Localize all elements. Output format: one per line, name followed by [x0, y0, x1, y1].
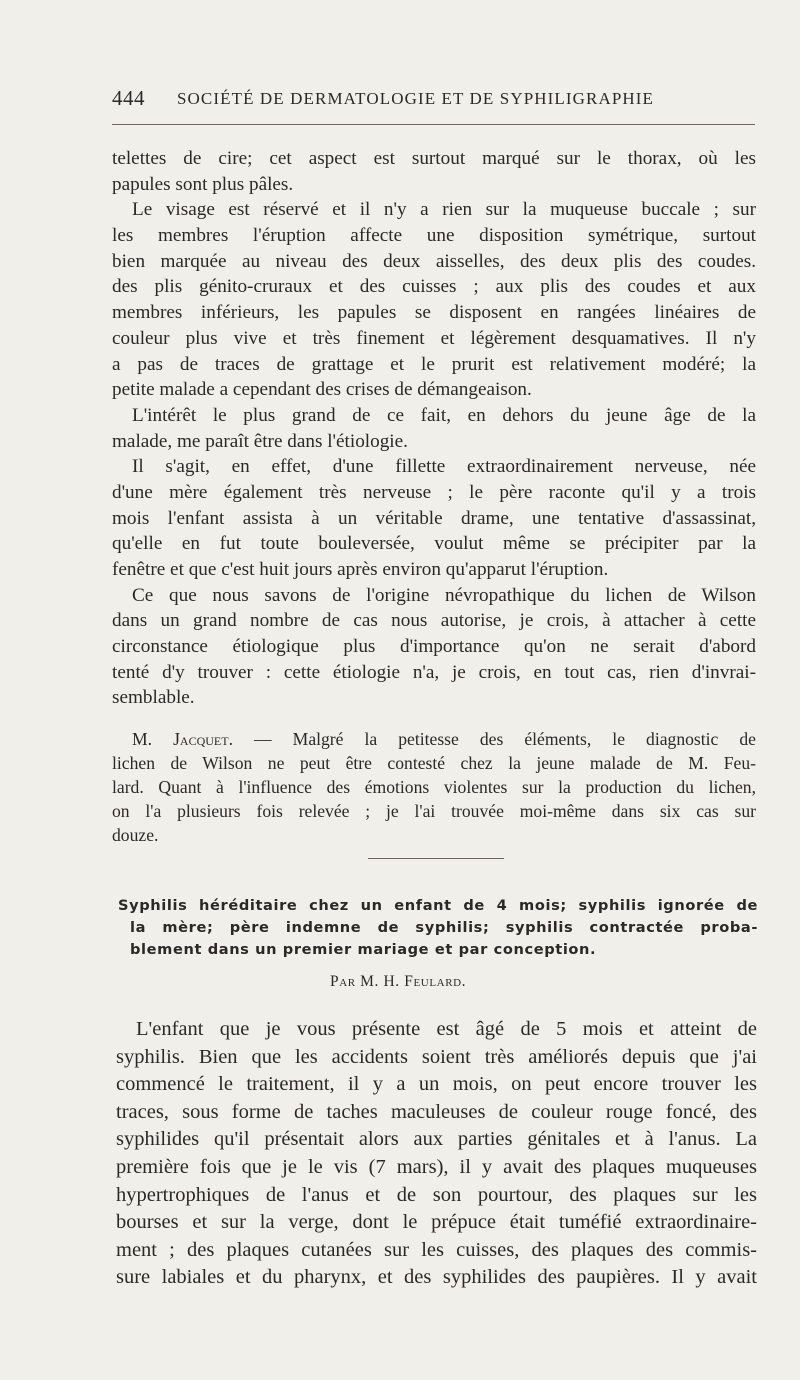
title-line: Syphilis héréditaire chez un enfant de 4 mois; syphilis ignorée de [118, 897, 758, 914]
title-line: la mère; père indemne de syphilis; syphilis contractée proba- [130, 919, 758, 936]
text-line: L'intérêt le plus grand de ce fait, en dehors du jeune âge de la [132, 404, 756, 426]
page-header [112, 86, 757, 116]
text-line: semblable. [112, 687, 195, 709]
text-line: lard. Quant à l'influence des émotions violentes sur la production du lichen, [112, 776, 756, 797]
text-line: bien marquée au niveau des deux aisselles, des deux plis des coudes. [112, 250, 756, 272]
text-line: sure labiales et du pharynx, et des syphilides des paupières. Il y avait [116, 1266, 757, 1289]
text-line: les membres l'éruption affecte une disposition symétrique, surtout [112, 225, 756, 247]
text-line: hypertrophiques de l'anus et de son pourtour, des plaques sur les [116, 1183, 757, 1206]
text-line: L'enfant que je vous présente est âgé de 5 mois et atteint de [136, 1018, 757, 1040]
text-line: papules sont plus pâles. [112, 173, 294, 195]
text-line: on l'a plusieurs fois relevée ; je l'ai trouvée moi-même dans six cas sur [112, 800, 756, 821]
text-line: telettes de cire; cet aspect est surtout marqué sur le thorax, où les [112, 148, 756, 169]
text-line: malade, me paraît être dans l'étiologie. [112, 430, 408, 452]
running-title: SOCIÉTÉ DE DERMATOLOGIE ET DE SYPHILIGRAPHIE [177, 89, 655, 108]
text-line: commencé le traitement, il y a un mois, on peut encore trouver les [116, 1073, 757, 1096]
text-line: Ce que nous savons de l'origine névropathique du lichen de Wilson [132, 584, 756, 606]
text-line: syphilis. Bien que les accidents soient très améliorés depuis que j'ai [116, 1045, 757, 1068]
section-separator [368, 858, 504, 859]
text-line: première fois que je le vis (7 mars), il y avait des plaques muqueuses [116, 1155, 757, 1178]
text-line: petite malade a cependant des crises de démangeaison. [112, 379, 532, 401]
text-line: syphilides qu'il présentait alors aux parties génitales et à l'anus. La [116, 1128, 757, 1151]
text-line: circonstance étiologique plus d'importance qu'on ne serait d'abord [112, 636, 756, 658]
text-line: lichen de Wilson ne peut être contesté chez la jeune malade de M. Feu- [112, 752, 756, 773]
text-line: d'une mère également très nerveuse ; le père raconte qu'il y a trois [112, 481, 756, 503]
text-line: ment ; des plaques cutanées sur les cuisses, des plaques des commis- [116, 1238, 757, 1261]
text-line [112, 728, 756, 752]
text-line: mois l'enfant assista à un véritable drame, une tentative d'assassinat, [112, 507, 756, 529]
text-line: bourses et sur la verge, dont le prépuce était tuméfié extraordinaire- [116, 1211, 757, 1234]
text-line: traces, sous forme de taches maculeuses de couleur rouge foncé, des [116, 1100, 757, 1123]
text-line: a pas de traces de grattage et le prurit est relativement modéré; la [112, 353, 756, 375]
case-text [112, 146, 756, 711]
text-line: membres inférieurs, les papules se disposent en rangées linéaires de [112, 302, 756, 324]
em-dash: — [254, 729, 272, 749]
header-rule [112, 124, 755, 125]
jacquet-remark [112, 728, 756, 847]
text-line: couleur plus vive et très finement et légèrement desquamatives. Il n'y [112, 327, 756, 349]
text-line: des plis génito-cruraux et des cuisses ; aux plis des coudes et aux [112, 276, 756, 298]
text-line: tenté d'y trouver : cette étiologie n'a, je crois, en tout cas, rien d'invrai- [112, 661, 756, 683]
author-line: Par M. H. Feulard. [330, 973, 467, 990]
section-body [116, 1016, 757, 1292]
section-title [118, 895, 758, 961]
text-line: fenêtre et que c'est huit jours après environ qu'apparut l'éruption. [112, 559, 609, 580]
speaker-name: M. Jacquet. [132, 729, 233, 749]
title-line: blement dans un premier mariage et par conception. [130, 941, 597, 958]
remark-text: Malgré la petitesse des éléments, le diagnostic de [292, 729, 756, 749]
page-number: 444 [112, 86, 145, 110]
text-line: qu'elle en fut toute bouleversée, voulut même se précipiter par la [112, 533, 756, 555]
text-line: dans un grand nombre de cas nous autorise, je crois, à attacher à cette [112, 610, 756, 632]
text-line: Il s'agit, en effet, d'une fillette extraordinairement nerveuse, née [132, 456, 756, 478]
text-line: douze. [112, 824, 159, 845]
text-line: Le visage est réservé et il n'y a rien sur la muqueuse buccale ; sur [132, 199, 756, 221]
